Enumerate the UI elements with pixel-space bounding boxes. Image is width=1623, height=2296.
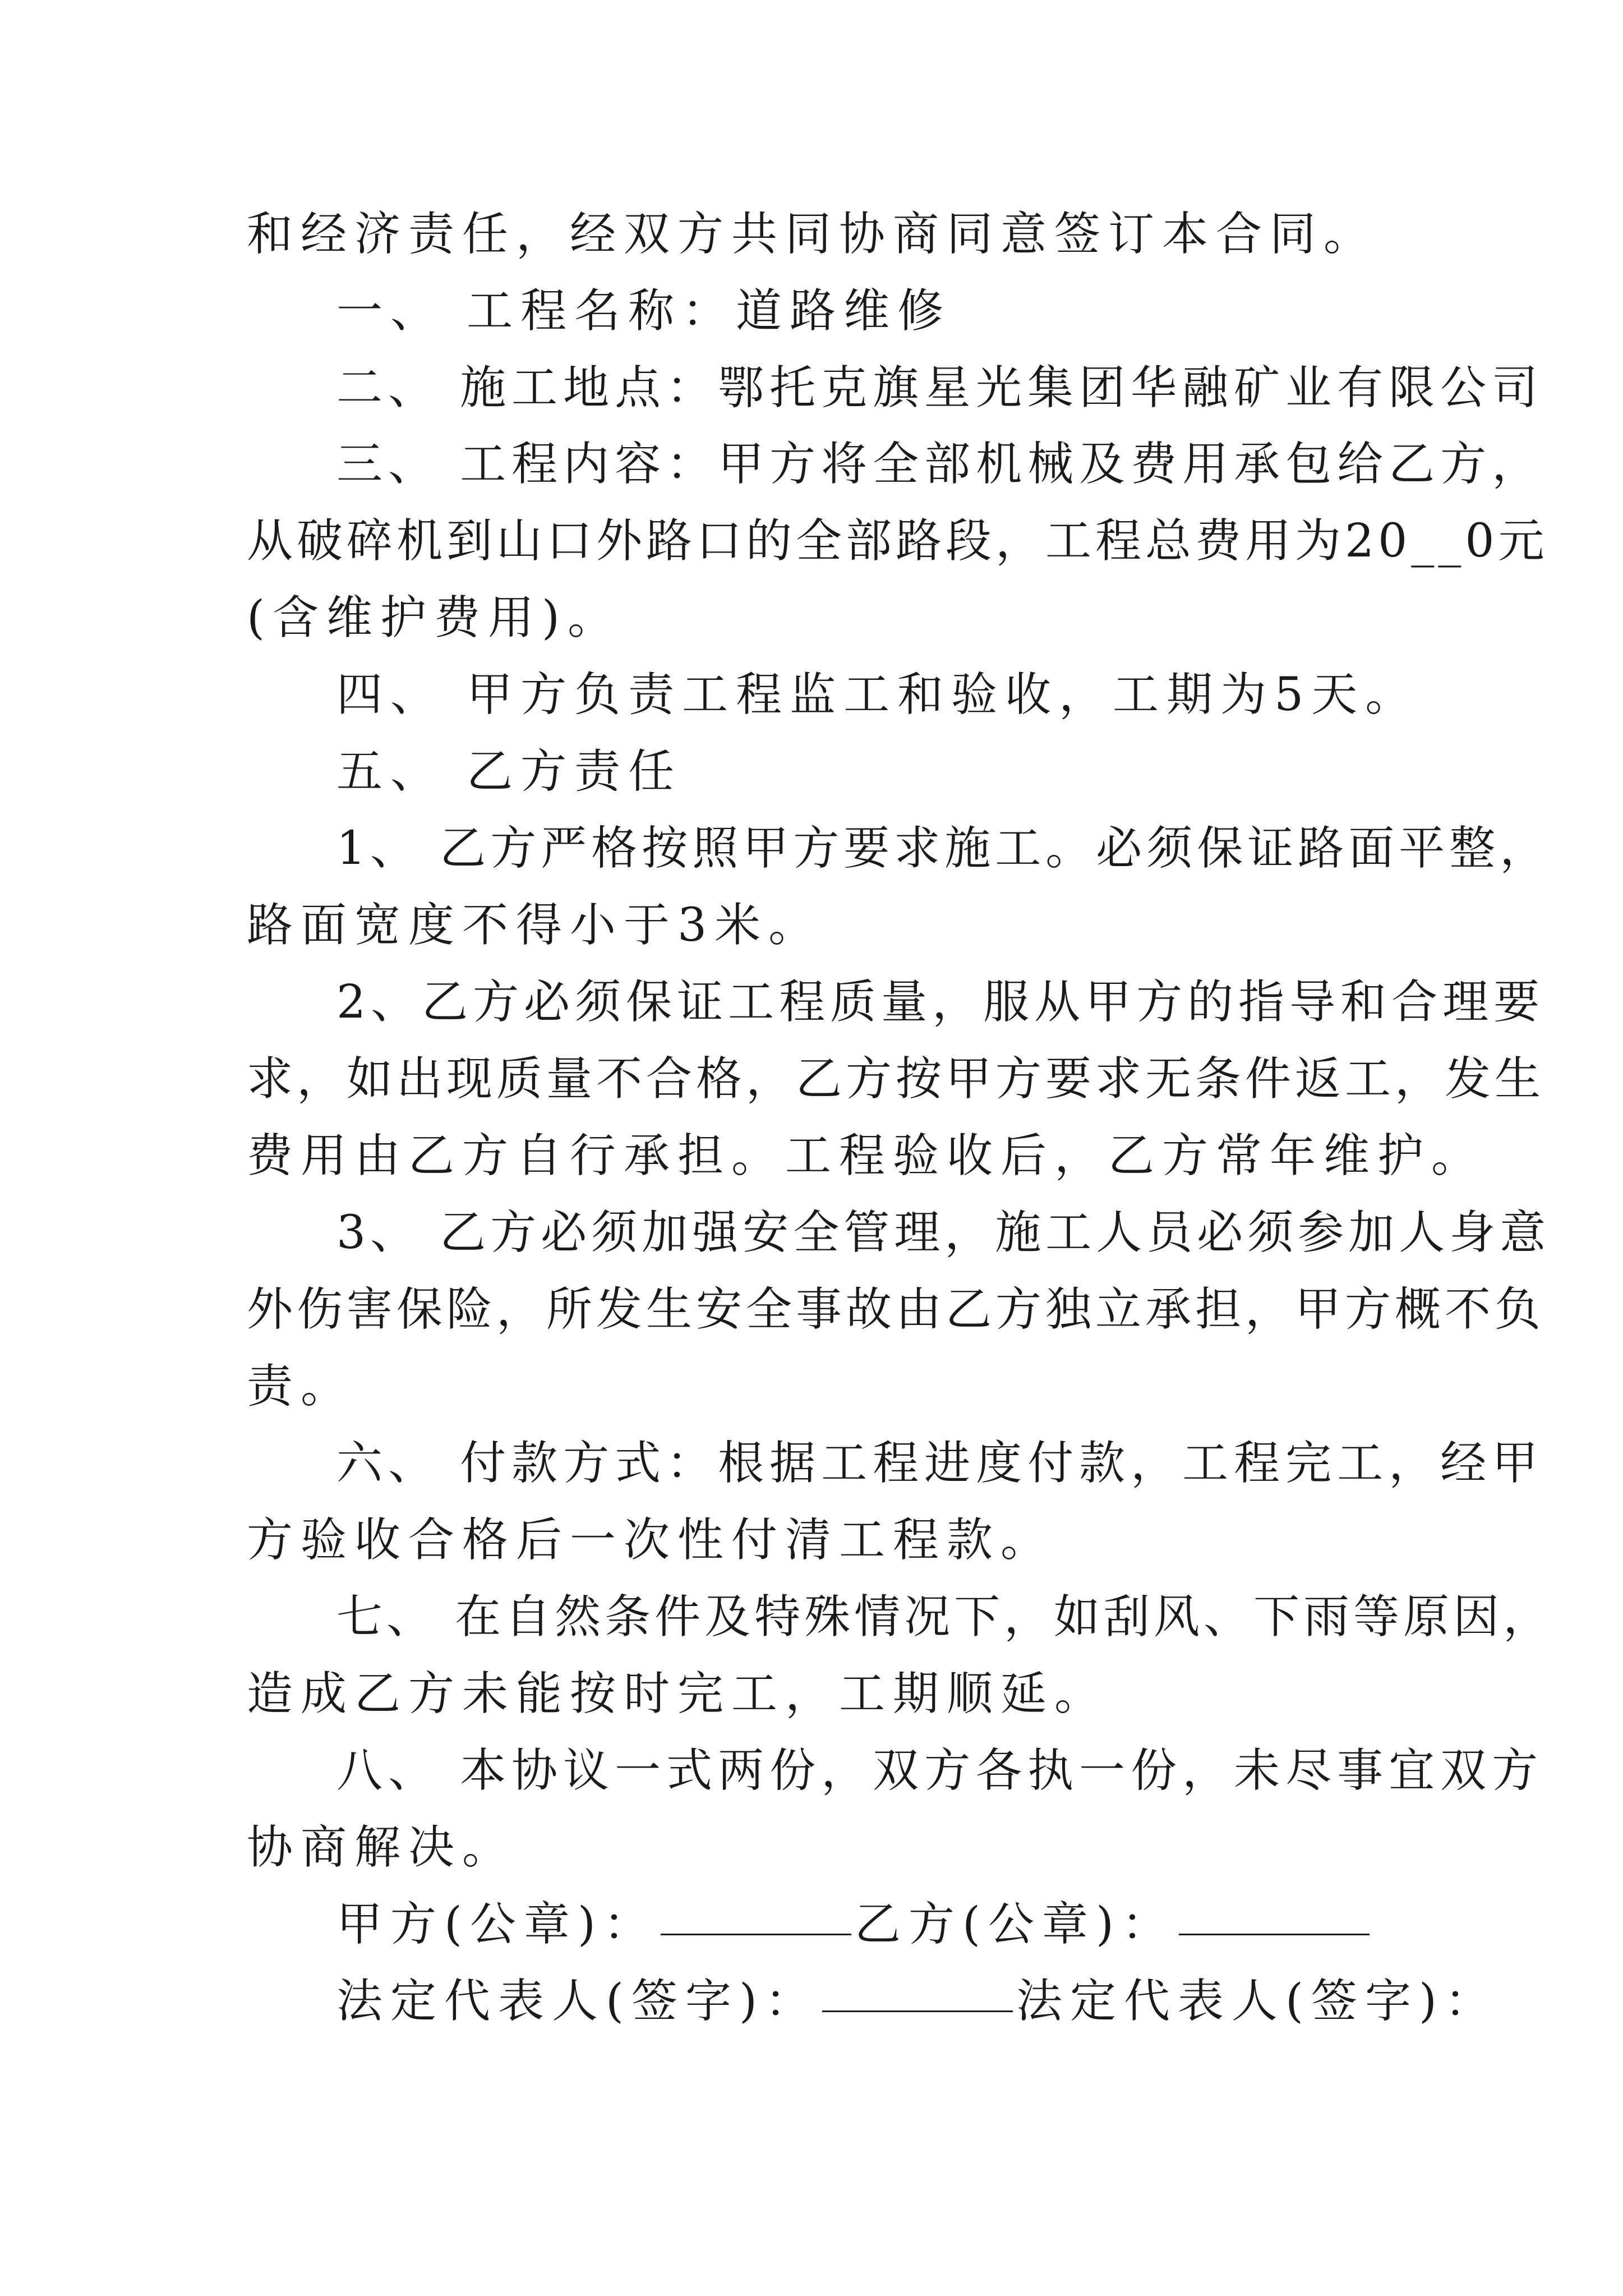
item-3: 3、 乙方必须加强安全管理，施工人员必须参加人身意 (336, 1206, 1551, 1259)
paragraph-line: 协商解决。 (247, 1821, 517, 1874)
clause-3-content: 三、 工程内容：甲方将全部机械及费用承包给乙方， (336, 438, 1544, 491)
party-a-rep-label: 法定代表人(签字)： (336, 1975, 819, 2028)
clause-1-project-name: 一、 工程名称：道路维修 (336, 284, 952, 338)
party-b-rep-label: 法定代表人(签字)： (1016, 1975, 1498, 2028)
paragraph-line: 从破碎机到山口外路口的全部路段，工程总费用为20__0元 (247, 514, 1548, 568)
item-1: 1、 乙方严格按照甲方要求施工。必须保证路面平整， (336, 822, 1551, 875)
party-b-seal-label: 乙方(公章)： (854, 1898, 1175, 1951)
item-2: 2、乙方必须保证工程质量，服从甲方的指导和合理要 (336, 976, 1545, 1029)
paragraph-line: (含维护费用)。 (247, 591, 621, 645)
paragraph-line: 路面宽度不得小于3米。 (247, 899, 823, 952)
seal-row (336, 1897, 1373, 1953)
paragraph-line: 费用由乙方自行承担。工程验收后，乙方常年维护。 (247, 1129, 1486, 1182)
party-b-seal-blank (1179, 1931, 1370, 1935)
clause-6-payment: 六、 付款方式：根据工程进度付款，工程完工，经甲 (336, 1437, 1544, 1490)
representative-row (336, 1973, 1498, 2030)
paragraph-line: 造成乙方未能按时完工，工期顺延。 (247, 1667, 1109, 1720)
clause-4-supervision: 四、 甲方负责工程监工和验收，工期为5天。 (336, 668, 1419, 721)
clause-7-force-majeure: 七、 在自然条件及特殊情况下，如刮风、下雨等原因， (336, 1590, 1553, 1644)
clause-8-copies: 八、 本协议一式两份，双方各执一份，未尽事宜双方 (336, 1744, 1544, 1797)
party-a-seal-label: 甲方(公章)： (336, 1898, 657, 1951)
clause-2-location: 二、 施工地点：鄂托克旗星光集团华融矿业有限公司 (336, 361, 1544, 415)
paragraph-line: 外伤害保险，所发生安全事故由乙方独立承担，甲方概不负 (247, 1283, 1545, 1336)
paragraph-line: 和经济责任，经双方共同协商同意签订本合同。 (247, 208, 1378, 261)
paragraph-line: 责。 (247, 1360, 355, 1413)
paragraph-line: 求，如出现质量不合格，乙方按甲方要求无条件返工，发生 (247, 1052, 1545, 1106)
party-a-seal-blank (661, 1931, 851, 1935)
paragraph-line: 方验收合格后一次性付清工程款。 (247, 1513, 1055, 1567)
party-a-rep-blank (822, 2008, 1013, 2012)
clause-5-responsibility: 五、 乙方责任 (336, 745, 683, 798)
